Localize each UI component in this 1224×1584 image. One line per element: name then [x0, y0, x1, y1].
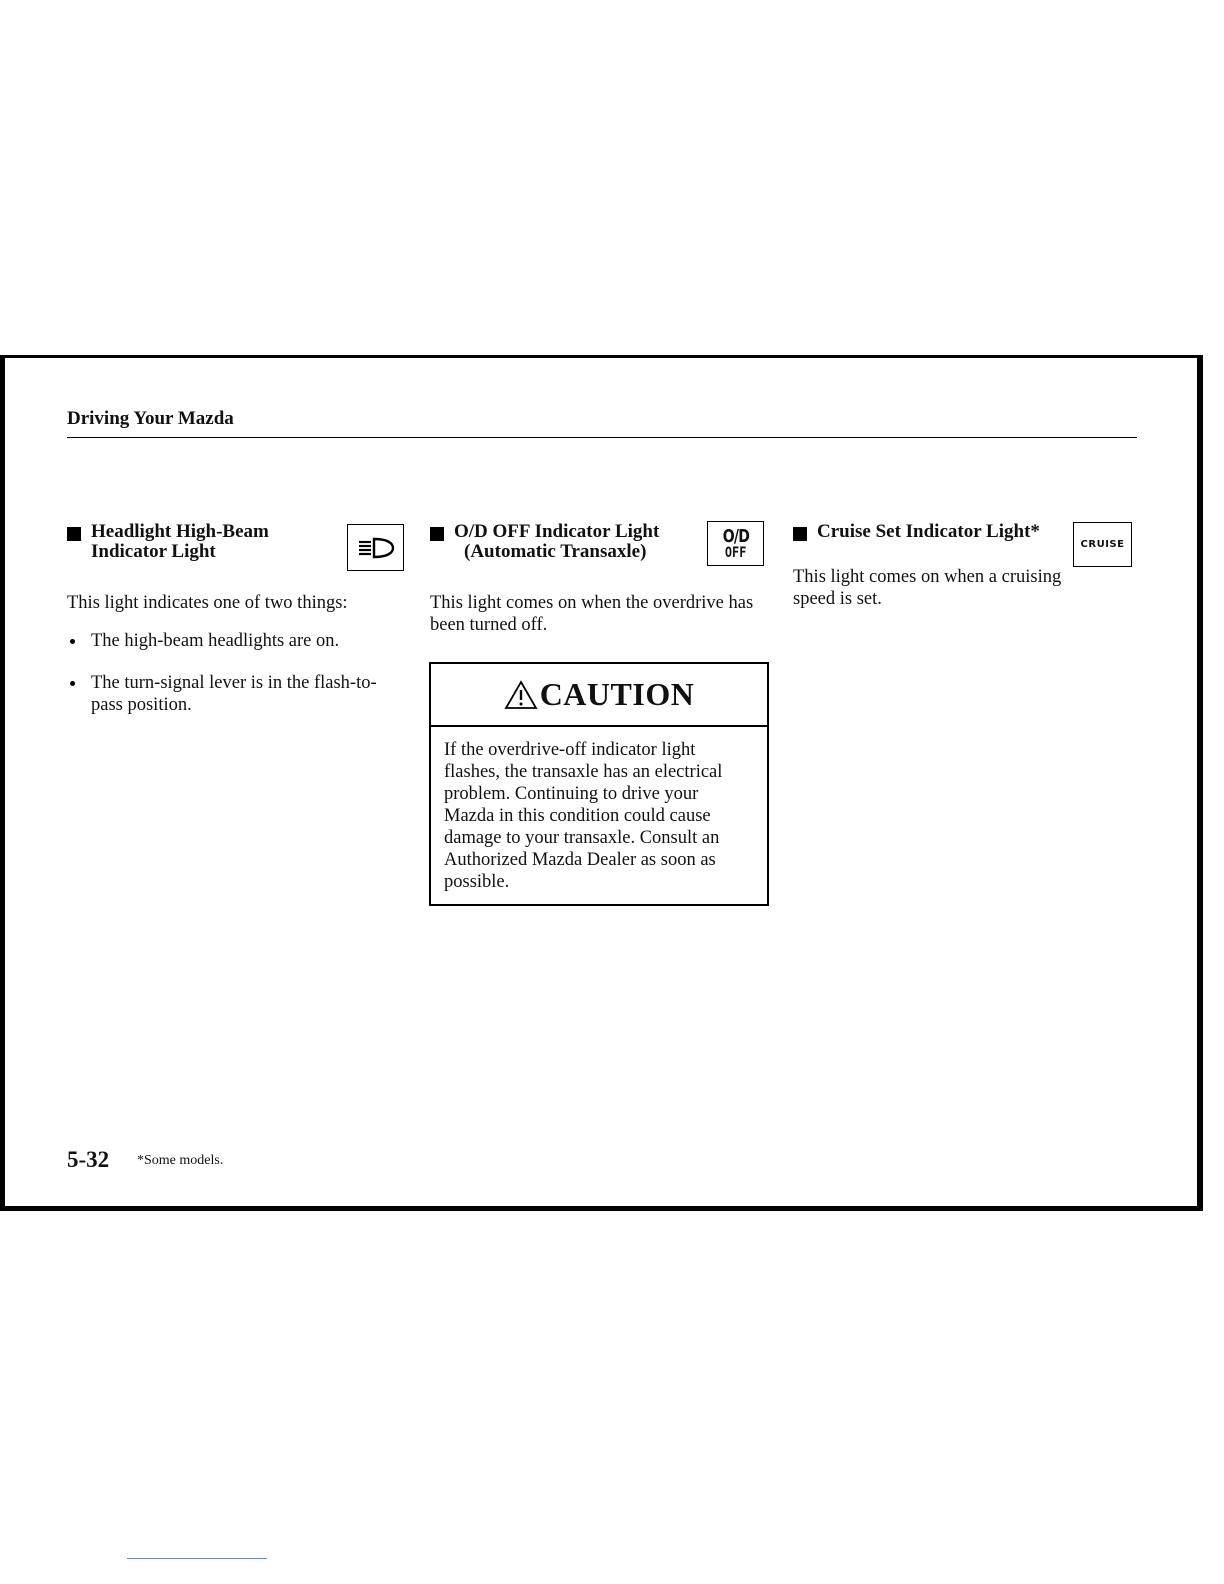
cruise-icon: CRUISE: [1073, 522, 1132, 567]
section-heading: [67, 522, 407, 562]
bullet-dot-icon: [70, 639, 75, 644]
square-bullet-icon: [793, 527, 807, 541]
section-heading: [793, 521, 1138, 550]
header-divider: [67, 437, 1137, 438]
section-intro-text: This light comes on when a cruising speed is set.: [793, 567, 1062, 609]
od-off-icon: O/D OFF: [707, 521, 764, 566]
bottom-divider: [127, 1558, 267, 1559]
section-od-off: [430, 522, 770, 636]
list-item: The turn-signal lever is in the flash-to-pass position.: [67, 672, 407, 716]
list-item: The high-beam headlights are on.: [67, 630, 407, 652]
square-bullet-icon: [67, 527, 81, 541]
footnote: *Some models.: [137, 1153, 224, 1168]
section-title: O/D OFF Indicator Light (Automatic Transaxle): [454, 521, 660, 562]
bullet-list: [67, 630, 407, 716]
caution-body-text: If the overdrive-off indicator light flashes, the transaxle has an electrical problem. Continuing to drive your Mazda in this condition could cause damage to your transaxle. Consult an Authorized Mazda Dealer as soon as possible.: [444, 740, 723, 892]
section-title: Headlight High-Beam Indicator Light: [91, 521, 269, 562]
high-beam-icon: [347, 524, 404, 571]
page-number: 5-32: [67, 1147, 110, 1172]
bullet-dot-icon: [70, 681, 75, 686]
caution-title: CAUTION: [539, 676, 695, 712]
caution-box: [429, 662, 769, 906]
section-intro-text: This light comes on when the overdrive has been turned off.: [430, 593, 754, 635]
section-heading: [430, 522, 770, 562]
section-high-beam: [67, 522, 407, 736]
square-bullet-icon: [430, 527, 444, 541]
caution-header: [431, 664, 767, 727]
section-cruise-set: [793, 522, 1138, 610]
page-header-title: Driving Your Mazda: [67, 408, 234, 429]
section-title: Cruise Set Indicator Light*: [817, 521, 1040, 542]
warning-triangle-icon: [504, 680, 538, 710]
section-intro-text: This light indicates one of two things:: [67, 593, 348, 613]
